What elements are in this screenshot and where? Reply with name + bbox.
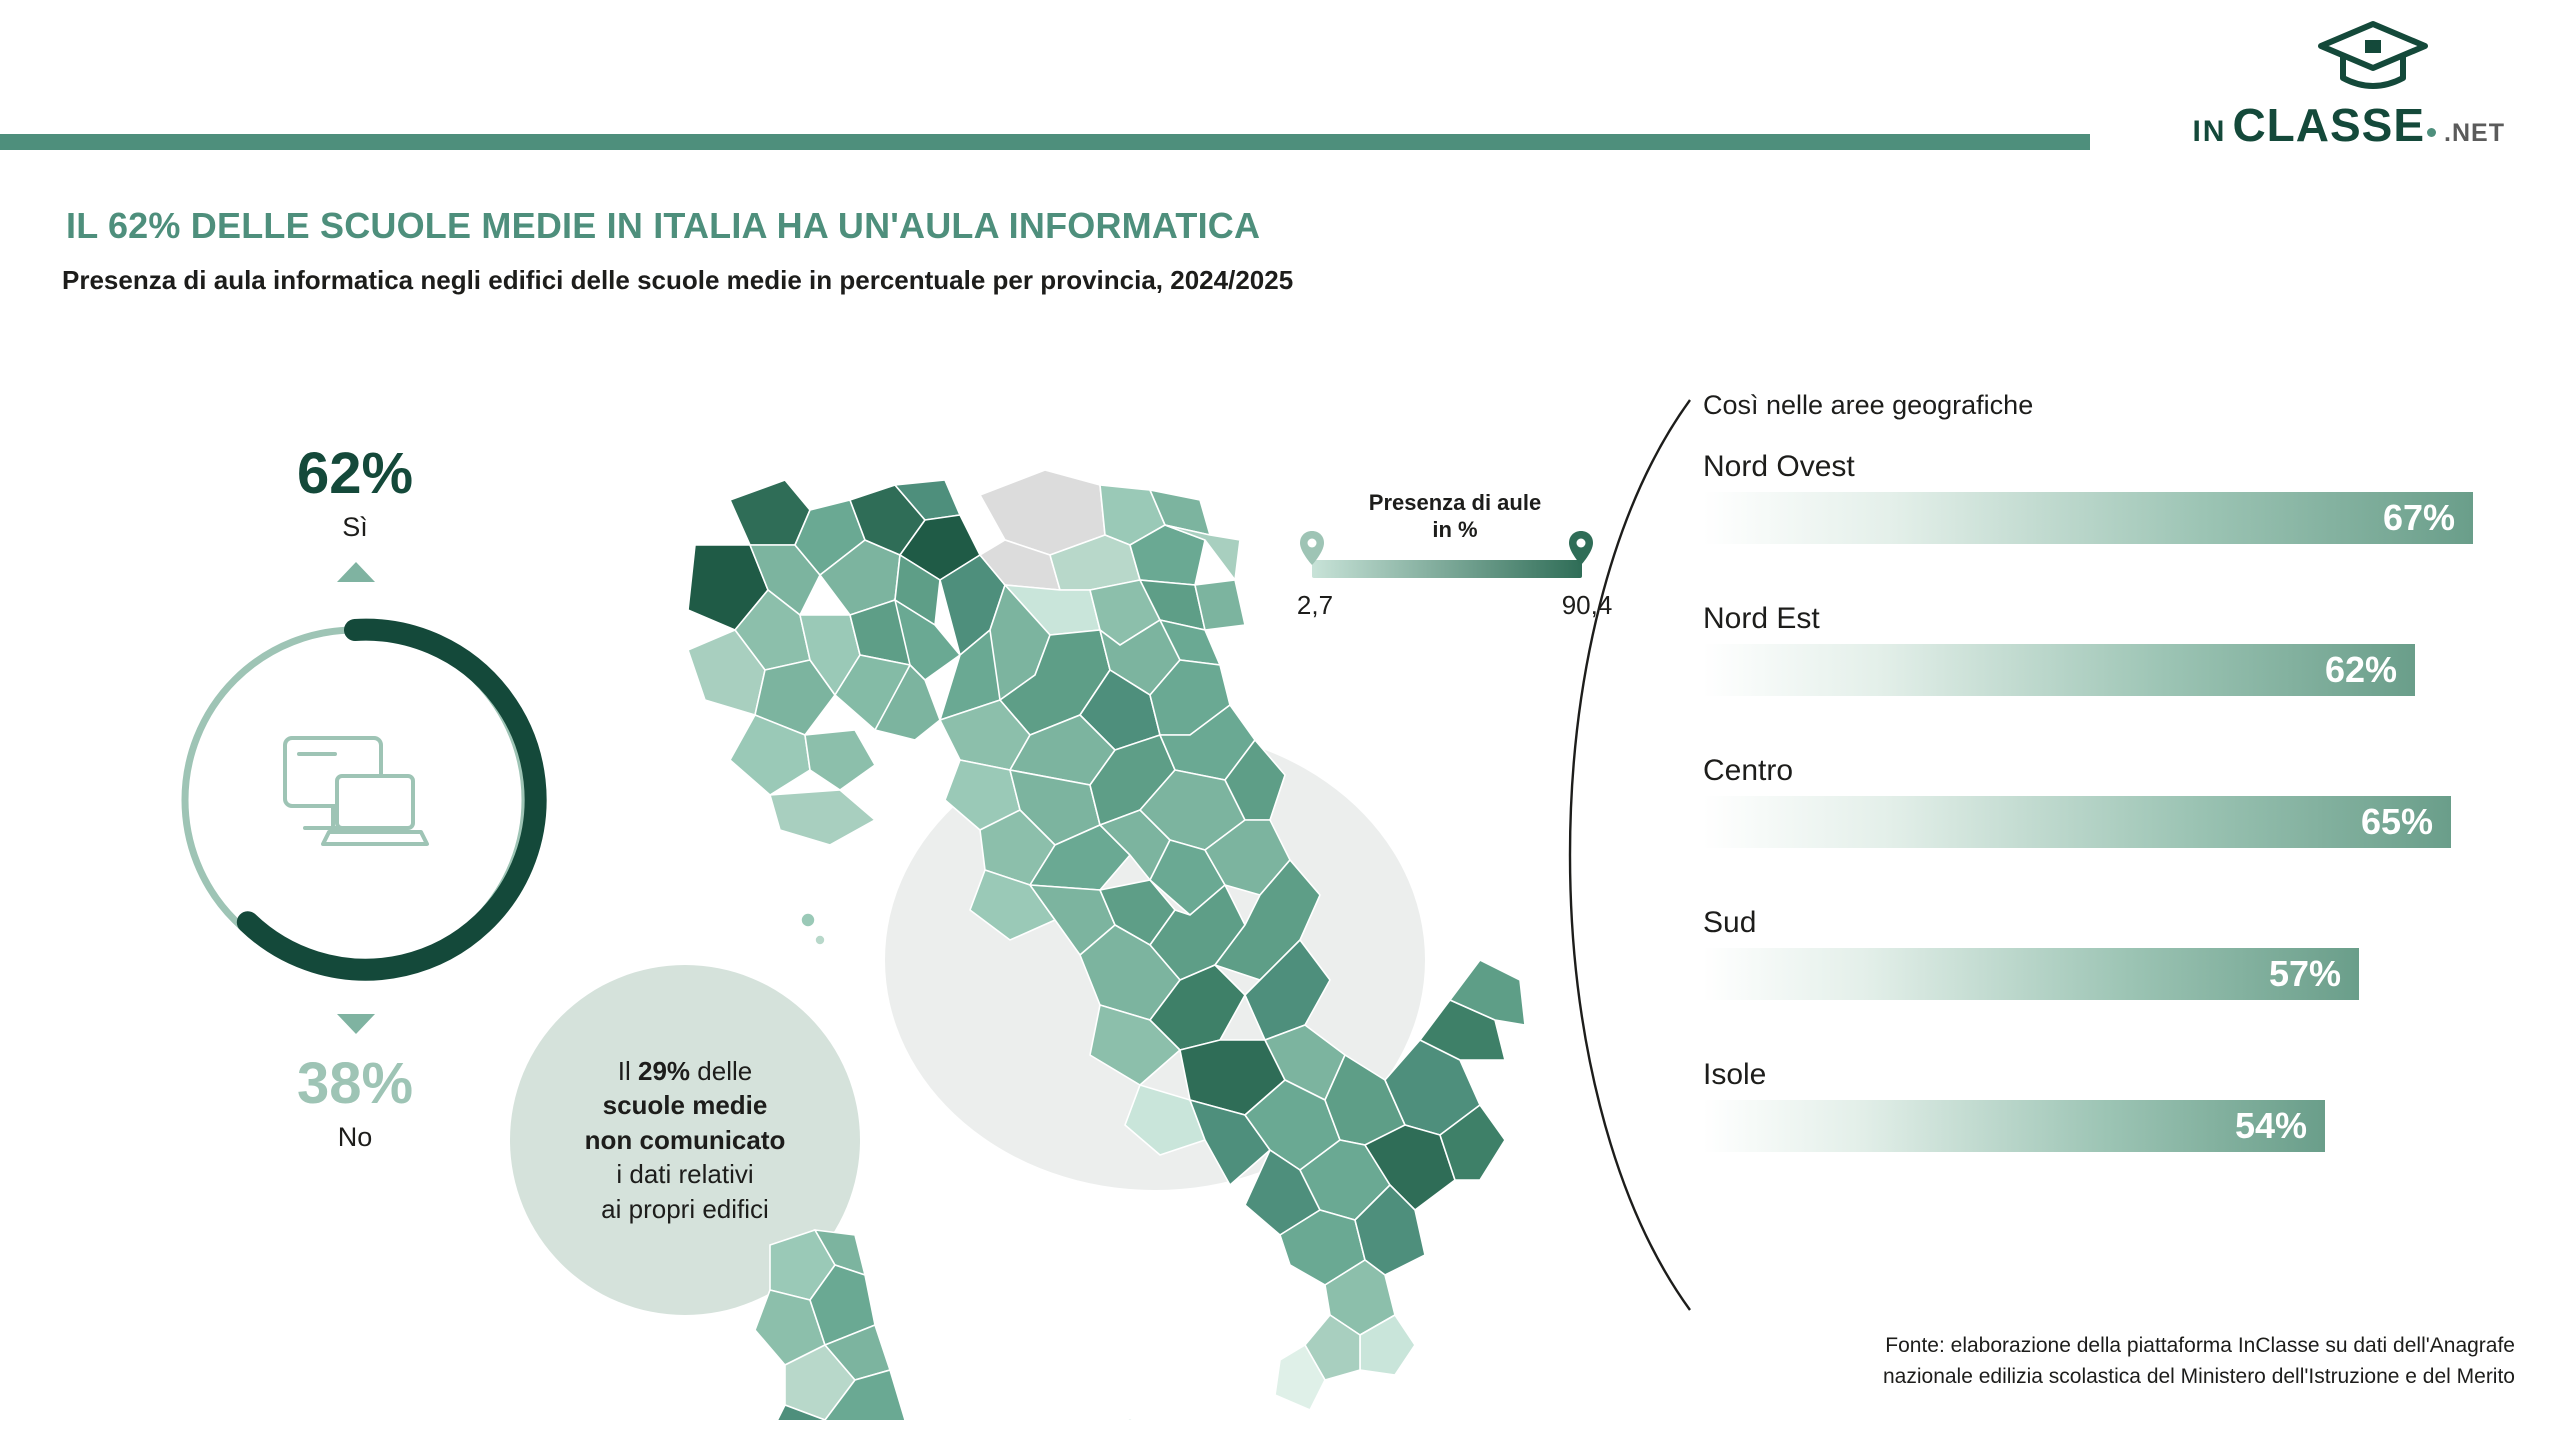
brand-dot [2427,128,2436,137]
bar-group-isole [1703,1058,2503,1152]
bar-track [1703,796,2503,848]
note-line1-post: delle [690,1055,753,1086]
province-region [805,730,875,790]
bar-label: Nord Est [1703,602,1820,635]
computer-laptop-icon [275,730,435,860]
geographic-areas-panel [1520,370,2560,1440]
bar-label: Isole [1703,1058,1767,1091]
legend-min-value: 2,7 [1296,590,1334,620]
donut-yes-value: 62% [296,441,414,506]
island-marker [1124,1419,1136,1420]
bar-track [1703,644,2503,696]
note-line5: ai propri edifici [601,1193,769,1224]
note-line3: non comunicato [584,1124,786,1155]
bar-value: 67% [2382,497,2455,538]
header-divider [0,134,2090,150]
bar-track [1703,492,2503,544]
bar-value: 62% [2324,649,2397,690]
brand-net-text: .NET [2444,119,2505,147]
donut-chart-block [140,440,570,1152]
source-line-1: Fonte: elaborazione della piattaforma InClasse su dati dell'Anagrafe [1885,1334,2515,1358]
brand-classe-text: CLASSE [2232,99,2426,151]
bar-group-nord-ovest [1703,450,2503,544]
bar-value: 54% [2234,1105,2307,1146]
donut-no-label: No [337,1122,373,1152]
bar-fill [1703,796,2451,848]
bar-track [1703,1100,2503,1152]
source-note [1635,1331,2515,1392]
source-line-2: nazionale edilizia scolastica del Ministero dell'Istruzione e del Merito [1883,1364,2515,1388]
bar-group-nord-est [1703,602,2503,696]
bar-fill [1703,492,2473,544]
triangle-up-icon [337,562,375,582]
bar-group-centro [1703,754,2503,848]
brand-in-text: IN [2192,115,2227,148]
page-title: IL 62% DELLE SCUOLE MEDIE IN ITALIA HA UN'AULA INFORMATICA [66,205,1261,246]
donut-yes-label: Sì [342,512,368,542]
note-line1-pre: Il [617,1055,639,1086]
map-pin-icon [1299,530,1325,566]
island-marker [801,913,815,927]
graduation-cap-icon [2313,20,2433,92]
note-line1-bold: 29% [638,1055,691,1086]
legend-max-value: 90,4 [1561,590,1613,620]
island-marker [815,935,825,945]
bar-fill [1703,1100,2325,1152]
note-line2: scuole medie [602,1090,768,1121]
bar-label: Centro [1703,754,1794,787]
bar-label: Nord Ovest [1703,450,1855,483]
bar-fill [1703,644,2415,696]
areas-title: Così nelle aree geografiche [1703,390,2034,420]
note-line4: i dati relativi [616,1159,754,1190]
bar-value: 65% [2360,801,2433,842]
brand-logo [2045,20,2505,151]
page-subtitle: Presenza di aula informatica negli edifici delle scuole medie in percentuale per provincia, 2024/2025 [62,265,1294,295]
bar-label: Sud [1703,906,1757,939]
province-region [730,480,810,545]
donut-no-value: 38% [296,1051,414,1116]
bar-fill [1703,948,2359,1000]
province-region [770,790,875,845]
bar-track [1703,948,2503,1000]
triangle-down-icon [337,1014,375,1034]
legend-title: Presenza di aule in % [1368,490,1542,542]
bar-value: 57% [2268,953,2341,994]
bar-group-sud [1703,906,2503,1000]
